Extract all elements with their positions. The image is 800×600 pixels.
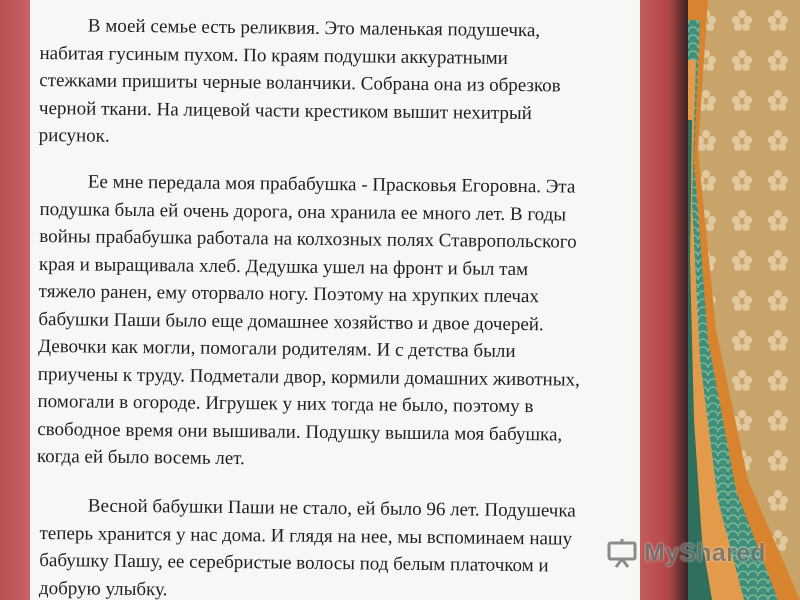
text-line: Весной бабушки Паши не стало, ей было 96 лет. Подушечка [87,495,576,522]
text-line: войны прабабушка работала на колхозных полях Ставропольского [39,225,577,253]
text-line: бабушку Пашу, ее серебристые волосы под белым платочком и [39,549,549,577]
text-line: подушка была ей очень дорога, она хранила ее много лет. В годы [39,198,567,226]
paragraph-2 [37,168,640,477]
text-line: Девочки как могли, помогали родителям. И с детства были [38,335,516,362]
watermark-text: MyShared [644,538,766,567]
text-line: В моей семье есть реликвия. Это маленькая подушечка, [87,15,541,42]
text-line: тяжело ранен, ему оторвало ногу. Поэтому на хрупких плечах [38,280,540,308]
text-line: добрую улыбку. [38,577,168,600]
text-line: свободное время они вышивали. Подушку вышила моя бабушка, [37,418,563,445]
scanned-page [30,0,640,600]
text-line: теперь хранится у нас дома. И глядя на нее, мы вспоминаем нашу [39,522,573,550]
paragraph-1 [39,12,640,156]
text-line: набитая гусиным пухом. По краям подушки аккуратными [39,42,508,69]
text-line: помогали в огороде. Игрушек у них тогда не было, поэтому в [37,390,534,418]
text-line: когда ей было восемь лет. [36,445,245,470]
text-line: черной ткани. На лицевой части крестиком вышит нехитрый [38,97,533,124]
text-line: Ее мне передала моя прабабушка - Прасковья Егоровна. Эта [87,171,576,198]
paragraph-3 [39,492,640,600]
text-line: края и выращивала хлеб. Дедушка ушел на фронт и был там [38,253,529,280]
presentation-board-icon [606,537,638,569]
right-frame [640,0,688,600]
decorative-border [688,0,800,600]
left-frame [0,0,30,600]
watermark [606,536,766,570]
floral-pattern-decoration [688,0,800,600]
text-line: стежками пришиты черные воланчики. Собрана она из обрезков [39,69,561,97]
text-line: бабушки Паши было еще домашнее хозяйство и двое дочерей. [38,308,544,335]
text-line: рисунок. [38,124,110,147]
text-line: приучены к труду. Подметали двор, кормили домашних животных, [37,363,580,391]
